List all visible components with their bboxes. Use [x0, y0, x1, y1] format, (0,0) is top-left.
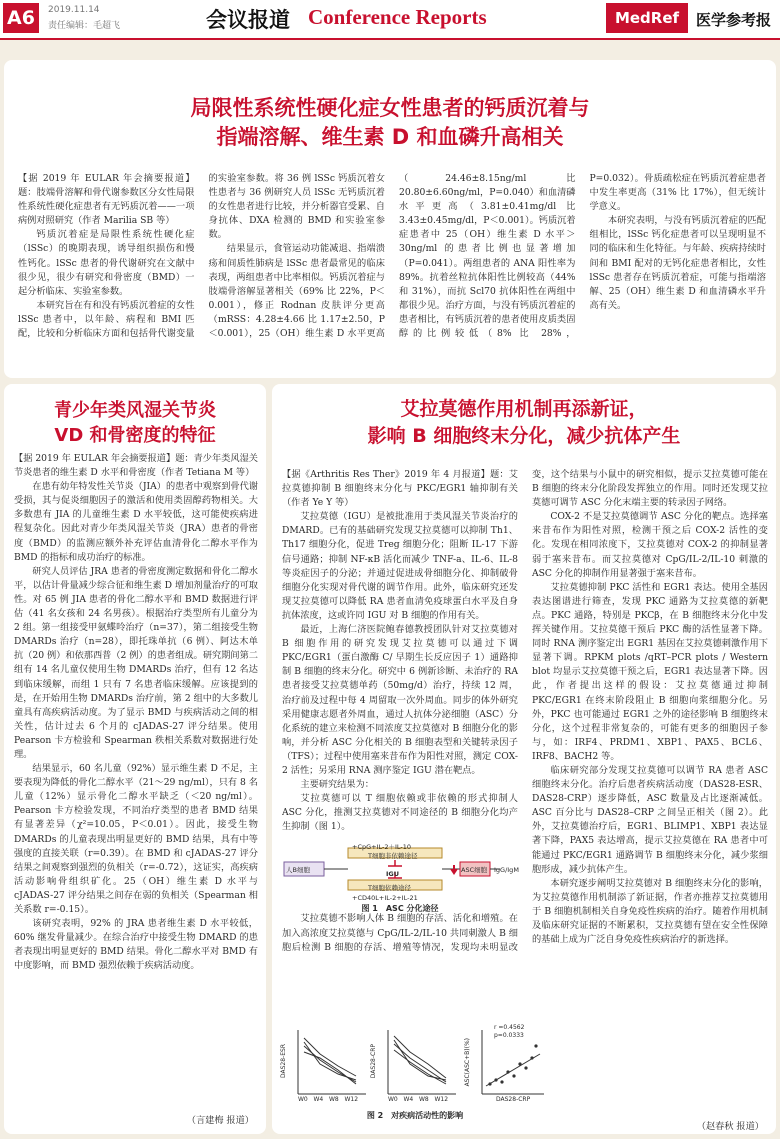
- headline-line-1: 艾拉莫德作用机制再添新证，: [400, 398, 648, 420]
- body-paragraph: 该研究表明，92% 的 JRA 患者维生素 D 水平较低，60% 继发骨量减少。在综合治疗中接受生物 DMARD 的患者表现出明显更好的 BMD 结果。骨化二醇水平对 BMD 有中度影响，而 BMD 强烈依赖于疾病活动度。: [14, 918, 258, 972]
- body-paragraph: 主要研究结果为：: [300, 779, 374, 791]
- top-article-headline: [4, 94, 776, 152]
- top-article: [4, 60, 776, 378]
- body-paragraph: 临床研究部分发现艾拉莫德可以调节 RA 患者 ASC 细胞终末分化。治疗后患者疾病活动度（DAS28-ESR、DAS28-CRP）逐步降低，ASC 数量及占比逐渐减低。ASC 百分比与 DAS28–CRP 之间呈正相关（图 2）。此外，艾拉莫德治疗后，EGR1、BLIMP1、XBP1 表达显著下降，PAX5 表达增高，提示艾拉莫德在 RA 患者中可能通过 PKC/EGR1 通路调节 B 细胞终末分化，减少浆细胞形成，减少抗体产生。: [532, 764, 768, 875]
- headline-line-2: 影响 B 细胞终末分化，减少抗体产生: [367, 425, 681, 447]
- body-paragraph: 结果显示，食管运动功能减退、指端溃疡和间质性肺病是 lSSc 患者最常见的临床表现，两组患者中比率相似。钙质沉着症与肢端骨溶解显著相关（69% 比 22%，P＜0.001），修正 Rodnan 皮肤评分更高（mRSS：4.28±4.66 比 1.17±2.50，P＜0.001），25（OH）维生素 D 水平更高（24.46±8.15ng/ml 比 20.80±6.60ng/ml，P=0.040）和血清磷水平更高（3.81±0.41mg/dl 比 3.43±0.45mg/dl，P＜0.001）。钙质沉着症患者中 25（OH）维生素 D 水平＞30ng/ml 的患者比例也显著增加（P=0.041）。两组患者的 ANA 阳性率为 89%。抗着丝粒抗体阳性比例较高（44% 和 31%），而抗 Scl70 抗体阳性在两组中都很少见。治疗方面，与没有钙质沉着症的患者相比，有钙质沉着的患者使用皮质类固醇的比例较低（8% 比 28%，P=0.032）。骨质疏松症在钙质沉着症患者中发生率更高（31% 比 17%），但无统计学意义。: [208, 173, 766, 340]
- headline-line-1: 青少年类风湿关节炎: [54, 400, 216, 421]
- lead-paragraph: 【据 2019 年 EULAR 年会摘要报道】题：青少年类风湿关节炎患者的维生素 D 水平和骨密度（作者 Tetiana M 等）: [14, 453, 258, 479]
- tindep-pathway-label: T细胞非依赖途径: [368, 852, 418, 861]
- panel-3-ylabel: ASC(ASC+B)(%): [464, 1038, 471, 1087]
- correlation-p: p=0.0333: [494, 1032, 524, 1039]
- lead-paragraph: 【据 2019 年 EULAR 年会摘要报道】题：肢端骨溶解和骨代谢参数区分女性局限性系统性硬化症患者有无钙质沉着——一项病例对照研究（作者 Marilia SB 等）: [18, 173, 195, 227]
- panel-1-xticks: W0 W4 W8 W12: [298, 1096, 359, 1103]
- left-article-body: [14, 452, 258, 1124]
- igu-label: IGU: [386, 870, 400, 879]
- body-paragraph: 本研究逐步阐明艾拉莫德对 B 细胞终末分化的影响，为艾拉莫德作用机制添了新证据，作者亦推荐艾拉莫德用于 B 细胞机制相关自身免疫性疾病的治疗。随着作用机制及临床研究证据的不断累积，艾拉莫德有望在安全性保障的基础上成为广泛自身免疫性疾病治疗的新选择。: [532, 877, 768, 946]
- panel-2-ylabel: DAS28-CRP: [370, 1044, 377, 1079]
- tindep-stimulus: +CpG+IL-2＋IL-10: [352, 843, 412, 852]
- body-paragraph: 结果显示，60 名儿童（92%）显示维生素 D 不足，主要表现为降低的骨化二醇水平（21～29 ng/ml），只有 8 名儿童（12%）显示骨化二醇水平缺乏（＜20 ng/ml）。Pearson 卡方检验发现，不同治疗类型的患者 BMD 结果有显著差异（χ²=10.05，P＜0.01）。因此，接受生物 DMARDs 的儿童表现出明显更好的 BMD 结果，具有中等强度的直接关联（r=0.39）。在 BMD 和 cJADAS-27 评分结果之间观察到强烈的负相关（r=-0.72），这证实，高疾病活动影响骨组织矿化。25（OH）维生素 D 水平与 cJADAS-27 评分结果之间存在弱的负相关（Spearman 相关系数 r=-0.15）。: [14, 763, 258, 915]
- top-article-body: [18, 172, 766, 410]
- figure-2-disease-activity: [280, 1024, 550, 1124]
- brand-name-cn: 医学参考报: [696, 11, 772, 29]
- body-paragraph: 本研究旨在有和没有钙质沉着症的女性 lSSc 患者中，以年龄、病程和 BMI 匹配，比较和分析临床方面和包括骨代谢变量的实验室参数。将 36 例 lSSc 钙质沉着女性患者与 36 例研究人员 lSSc 无钙质沉着的女性患者进行比较，并分析器官受累、自身抗体、DXA 检测的 BMD 和实验室参数。: [18, 173, 385, 340]
- right-article: [272, 384, 776, 1134]
- body-paragraph: 在患有幼年特发性关节炎（JIA）的患者中观察到骨代谢受损，其与促炎细胞因子的激活和使用类固醇药物相关。大多数患有 JIA 的儿童维生素 D 水平较低，这可能使疾病进程复杂化。因此对青少年类风湿关节炎（JRA）患者的骨密度（BMD）的监测应额外补充评估血清骨化二醇水平作为 BMD 的指标和成功治疗的标准。: [14, 481, 258, 563]
- section-title-en: Conference Reports: [308, 5, 487, 29]
- body-paragraph: COX-2 不是艾拉莫德调节 ASC 分化的靶点。选择塞来昔布作为阳性对照，检测干预之后 COX-2 活性的变化。发现在相同浓度下，艾拉莫德对 COX-2 的抑制显著弱于塞来昔布。而艾拉莫德对 CpG/IL-2/IL-10 刺激的 ASC 分化的抑制作用显著强于塞来昔布。: [532, 511, 768, 579]
- figure-1-caption: 图 1 ASC 分化途径: [361, 904, 439, 914]
- figure-2-caption: 图 2 对疾病活动性的影响: [366, 1111, 464, 1120]
- asc-label: ASC细胞: [461, 866, 488, 875]
- lead-paragraph: 【据《Arthritis Res Ther》2019 年 4 月报道】题：艾拉莫德抑制 B 细胞终末分化与 PKC/EGR1 轴抑制有关（作者 Ye Y 等）: [282, 469, 518, 509]
- headline-line-2: VD 和骨密度的特征: [54, 425, 216, 446]
- section-title-cn: 会议报道: [206, 7, 290, 32]
- body-paragraph: 本研究表明，与没有钙质沉着症的匹配组相比，lSSc 钙化症患者可以呈现明显不同的临床和生化特征。与年龄、疾病持续时间和 BMI 配对的无钙化症患者相比，女性 lSSc 患者存在钙质沉着症，可能与指端溶解、25（OH）维生素 D 和血清磷水平升高有关。: [589, 215, 766, 311]
- body-paragraph: 艾拉莫德（IGU）是被批准用于类风湿关节炎治疗的 DMARD。已有的基础研究发现艾拉莫德可以抑制 Th1、Th17 细胞分化，促进 Treg 细胞分化；阻断 IL-17 下游信号通路；抑制 NF-κB 活化而减少 TNF-a、IL-6、IL-8 等炎症因子的分泌；并通过促进成骨细胞分化、抑制破骨细胞分化实现对骨代谢的调节作用。此外，临床研究还发现艾拉莫德可以降低 RA 患者血清免疫球蛋白水平及自身抗体浓度，这或许同 IGU 对 B 细胞的作用有关。: [282, 511, 518, 621]
- body-paragraph: 研究人员评估 JRA 患者的骨密度测定数据和骨化二醇水平，以估计骨量减少综合征和维生素 D 增加剂量治疗的可取性。对 65 例 JIA 患者的骨化二醇水平和 BMD 数据进行评估（41 名女孩和 24 名男孩）。根据治疗类型所有儿童分为 2 组。第一组接受甲氨蝶呤治疗（n=37），第二组接受生物 DMARDs 治疗（n=28），即托珠单抗（6 例）、阿达木单抗（20 例）和依那西普（2 例）的患者组成。研究期间第二组有 14 名儿童仅使用生物 DMARDs 治疗，但有 12 名达到临床缓解，而组 1 只有 7 名患者临床缓解。应该提到的是，在开始用生物 DMARDs 治疗前，第 2 组中的大多数儿童具有高疾病活动度。为了显示 BMD 与疾病活动之间的相关性，估计过去 6 个月的 cJADAS-27 评分结果。使用 Pearson 卡方检验和 Spearman 秩相关系数对数据进行处理。: [14, 565, 258, 760]
- figure-1-asc-pathway: [282, 840, 518, 912]
- body-paragraph: 艾拉莫德抑制 PKC 活性和 EGR1 表达。使用全基因表达图谱进行筛查，发现 PKC 通路为艾拉莫德的新靶点。PKC 通路，特别是 PKCβ，在 B 细胞终末分化中发挥关键作用。艾拉莫德干预后 PKC 酶的活性显著下降。同时 RNA 测序鉴定出 EGR1 基因在艾拉莫德刺激作用下显著下调。RPKM plots /qRT–PCR plots / Western blot 均显示艾拉莫德干预之后，EGR1 表达显著下降。因此，作者提出这样的假设：艾拉莫德通过抑制 PKC/EGR1 在终末阶段阻止 B 细胞向浆细胞分化。另外，PKC 也可能通过 EGR1 之外的途径影响 B 细胞终末分化，这个过程非常复杂的，可能有更多的细胞因子参与，如：IRF4、PRDM1、XBP1、PAX5、BCL6、IRF8、BACH2 等。: [532, 581, 768, 762]
- das28-esr-plot: [298, 1030, 366, 1094]
- reporter-byline: （言建梅 报道）: [186, 1115, 254, 1126]
- body-paragraph: 艾拉莫德可以 T 细胞依赖或非依赖的形式抑制人 ASC 分化，推测艾拉莫德对不同途径的 B 细胞分化均产生抑制（图 1）。: [282, 793, 518, 833]
- brand-logo: MedRef: [606, 3, 688, 33]
- editor-credit: 责任编辑：毛超飞: [48, 21, 121, 31]
- issue-date: 2019.11.14: [48, 5, 100, 15]
- das28-crp-plot: [388, 1030, 456, 1094]
- body-paragraph: 最近，上海仁济医院鲍春德教授团队针对艾拉莫德对 B 细胞作用的研究发现艾拉莫德可以通过下调 PKC/EGR1（蛋白激酶 C/ 早期生长反应因子 1）通路抑制 B 细胞的终末分化。研究中 6 例新诊断、未治疗的 RA 患者接受艾拉莫德单药（50mg/d）治疗，持续 12 周，治疗前及过程中每 4 周留取一次外周血。同步的体外研究采用健康志愿者外周血，通过人抗体分泌细胞（ASC）分化系统的建立来检测不同浓度艾拉莫德对 B 细胞分化的影响，并分析 ASC 分化相关的 B 细胞表型和关键转录因子（TFS）；过程中使用塞来昔布作为阳性对照，测定 COX-2 活性；另采用 RNA 测序鉴定 IGU 潜在靶点。: [282, 624, 518, 776]
- tdep-pathway-label: T细胞依赖途径: [368, 884, 411, 893]
- headline-line-2: 指端溶解、维生素 D 和血磷升高相关: [216, 125, 564, 149]
- correlation-r: r =0.4562: [494, 1024, 525, 1031]
- asc-vs-crp-scatter: [482, 1030, 544, 1094]
- body-paragraph: 艾拉莫德不影响人体 B 细胞的存活、活化和增殖。在加入高浓度艾拉莫德与 CpG/IL-2/IL-10 共同刺激人 B 细胞后检测 B 细胞的存活、增殖等情况，发现均未明显改变，这个结果与小鼠中的研究相似，提示艾拉莫德可能在 B 细胞的终末分化阶段发挥独立的作用。同时还发现艾拉莫德可调节 ASC 分化末端主要的转录因子网络。: [282, 469, 768, 953]
- b-cell-label: 人B细胞: [286, 866, 310, 875]
- reporter-byline: （赵春秋 报道）: [696, 1121, 764, 1132]
- body-paragraph: 钙质沉着症是局限性系统性硬化症（lSSc）的晚期表现，诱导组织损伤和慢性钙化。lSSc 患者的骨代谢研究在文献中很少见，很少有研究和骨密度（BMD）一起分析临床、实验室参数。: [18, 229, 195, 297]
- left-article-headline: [4, 398, 266, 448]
- tdep-stimulus: +CD40L+IL-2+IL-21: [352, 894, 418, 903]
- right-article-headline: [272, 396, 776, 450]
- antibody-output: IgG/IgM: [494, 866, 519, 875]
- page-header: [0, 0, 780, 40]
- panel-1-ylabel: DAS28-ESR: [280, 1044, 287, 1078]
- left-article: [4, 384, 266, 1134]
- panel-3-xlabel: DAS28-CRP: [496, 1096, 531, 1103]
- headline-line-1: 局限性系统性硬化症女性患者的钙质沉着与: [190, 96, 590, 120]
- panel-2-xticks: W0 W4 W8 W12: [388, 1096, 449, 1103]
- page-number: A6: [3, 3, 39, 33]
